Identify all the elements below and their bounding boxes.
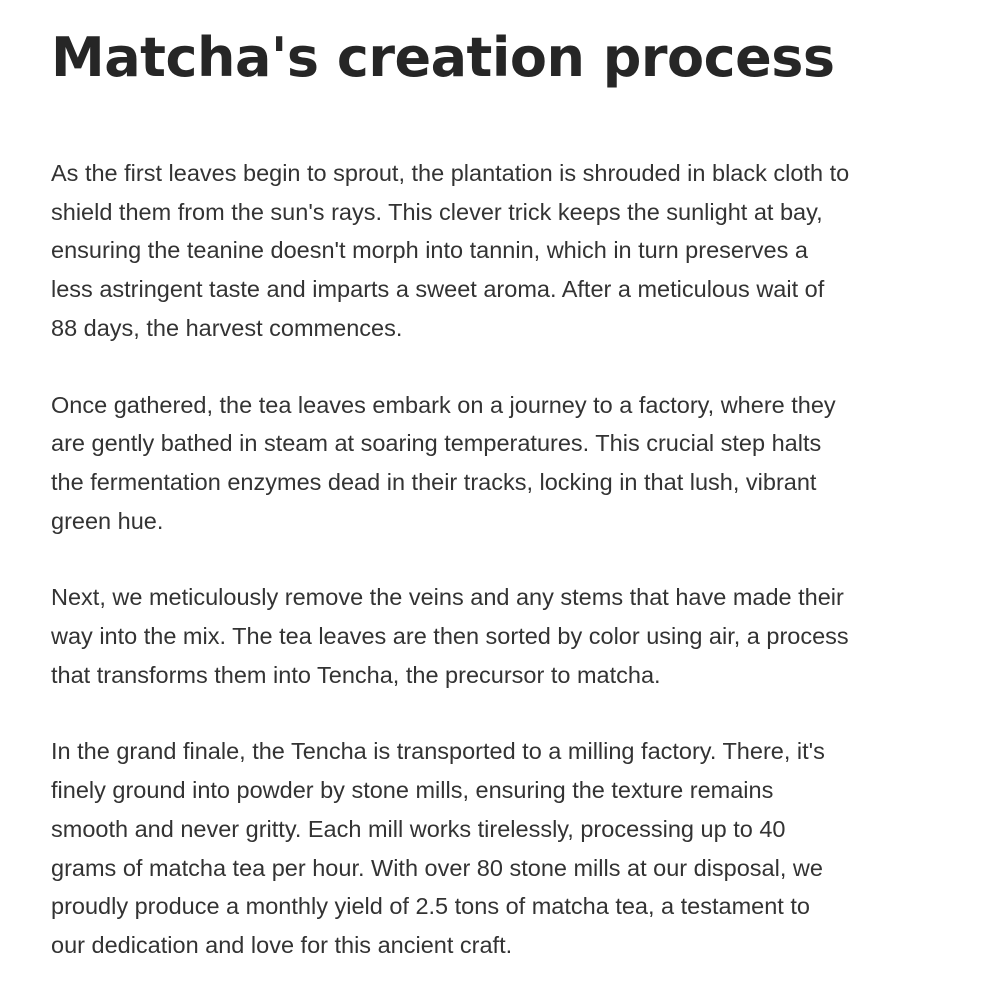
text-line: grams of matcha tea per hour. With over 80 stone mills at our disposal, we: [51, 854, 823, 881]
text-line: As the first leaves begin to sprout, the plantation is shrouded in black cloth to: [51, 160, 850, 186]
paragraph-steaming: [51, 386, 986, 541]
text-line: ensuring the teanine doesn't morph into tannin, which in turn preserves a: [51, 237, 808, 264]
text-line: that transforms them into Tencha, the precursor to matcha.: [51, 661, 661, 688]
text-line: Once gathered, the tea leaves embark on a journey to a factory, where they: [51, 391, 836, 418]
text-line: smooth and never gritty. Each mill works tirelessly, processing up to 40: [51, 815, 786, 842]
paragraph-milling: [51, 732, 986, 964]
paragraph-shading: [51, 154, 986, 348]
text-line: In the grand finale, the Tencha is transported to a milling factory. There, it's: [51, 738, 825, 765]
text-line: the fermentation enzymes dead in their tracks, locking in that lush, vibrant: [51, 468, 817, 495]
text-line: finely ground into powder by stone mills, ensuring the texture remains: [51, 777, 774, 804]
text-line: less astringent taste and imparts a sweet aroma. After a meticulous wait of: [51, 276, 825, 303]
text-line: Next, we meticulously remove the veins and any stems that have made their: [51, 584, 844, 611]
article: [51, 18, 986, 1003]
page-title: Matcha's creation process: [51, 26, 835, 89]
text-line: are gently bathed in steam at soaring temperatures. This crucial step halts: [51, 430, 822, 457]
text-line: our dedication and love for this ancient craft.: [51, 931, 513, 958]
text-line: 88 days, the harvest commences.: [51, 314, 403, 341]
text-line: shield them from the sun's rays. This clever trick keeps the sunlight at bay,: [51, 198, 823, 225]
text-line: proudly produce a monthly yield of 2.5 tons of matcha tea, a testament to: [51, 893, 810, 920]
text-line: green hue.: [51, 507, 164, 534]
text-line: way into the mix. The tea leaves are then sorted by color using air, a process: [51, 623, 849, 650]
paragraph-sorting: [51, 578, 986, 694]
